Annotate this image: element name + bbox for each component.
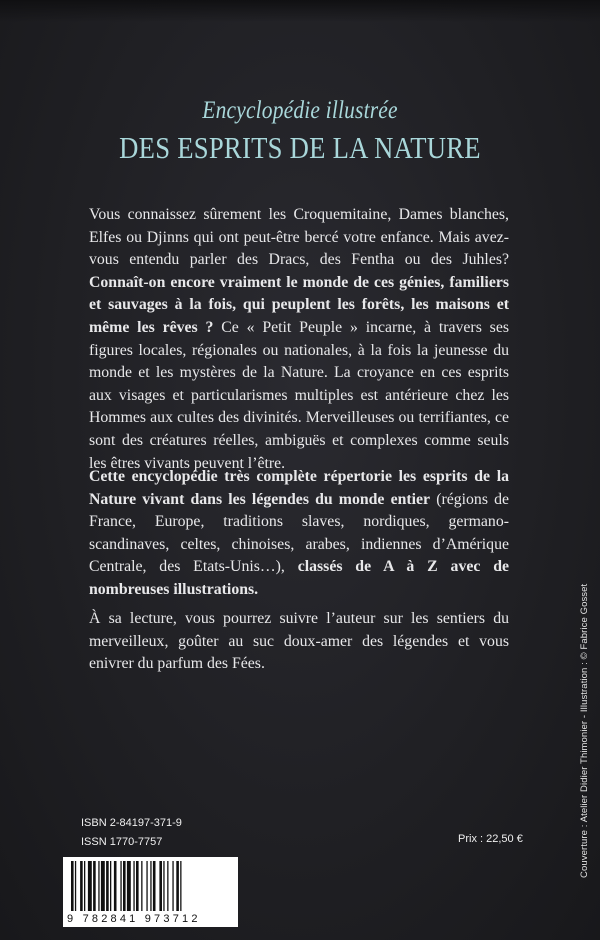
- barcode-bars: [63, 857, 238, 913]
- cover-subtitle: Encyclopédie illustrée: [202, 97, 398, 124]
- cover-title: DES ESPRITS DE LA NATURE: [119, 130, 481, 165]
- p2-bold-1: Cette encyclopédie très complète répertorie les esprits de la Nature vivant dans les légendes du monde entier: [89, 468, 509, 508]
- issn-number: ISSN 1770-7757: [81, 836, 163, 848]
- p1-bold: Connaît-on encore vraiment le monde de ces génies, familiers et sauvages à la fois, qui peuplent les forêts, les maisons et même les rêves ?: [89, 273, 509, 336]
- barcode-digits: 9 782841 973712: [67, 913, 201, 925]
- p2-mid: (régions de France, Europe, traditions slaves, nordiques, germano-scandinaves, celtes, chinoises, arabes, indiennes d’Amérique Centrale, des Etats-Unis…),: [89, 490, 510, 576]
- blurb-paragraph-3: À sa lecture, vous pourrez suivre l’auteur sur les sentiers du merveilleux, goûter au suc doux-amer des légendes et vous enivrer du parfum des Fées.: [89, 610, 509, 673]
- isbn-number: ISBN 2-84197-371-9: [81, 817, 182, 829]
- p1-rest: Ce « Petit Peuple » incarne, à travers ses figures locales, régionales ou nationales, à la fois la jeunesse du monde et les mystères de la Nature. La croyance en ces esprits aux visages et particularismes multiples est antérieure chez les Hommes aux cultes des divinités. Merveilleuses ou terrifiantes, ce sont des créatures réelles, ambiguës et complexes comme seuls les êtres vivants peuvent l’être.: [89, 318, 509, 472]
- blurb-paragraph-2: [89, 466, 509, 602]
- barcode: [63, 857, 238, 927]
- blurb-paragraph-1: [89, 204, 509, 475]
- cover-credit: Couverture : Atelier Didier Thimonier - Illustration : © Fabrice Gosset: [579, 583, 590, 878]
- isbn-block: [81, 814, 182, 852]
- price-label: Prix : 22,50 €: [458, 833, 523, 845]
- cover-heading: [0, 96, 600, 166]
- p2-bold-2: classés de A à Z avec de nombreuses illustrations.: [89, 558, 509, 598]
- p1-intro: Vous connaissez sûrement les Croquemitaine, Dames blanches, Elfes ou Djinns qui ont peut-être bercé votre enfance. Mais avez-vous entendu parler des Dracs, des Fentha ou des Juhles?: [89, 206, 509, 269]
